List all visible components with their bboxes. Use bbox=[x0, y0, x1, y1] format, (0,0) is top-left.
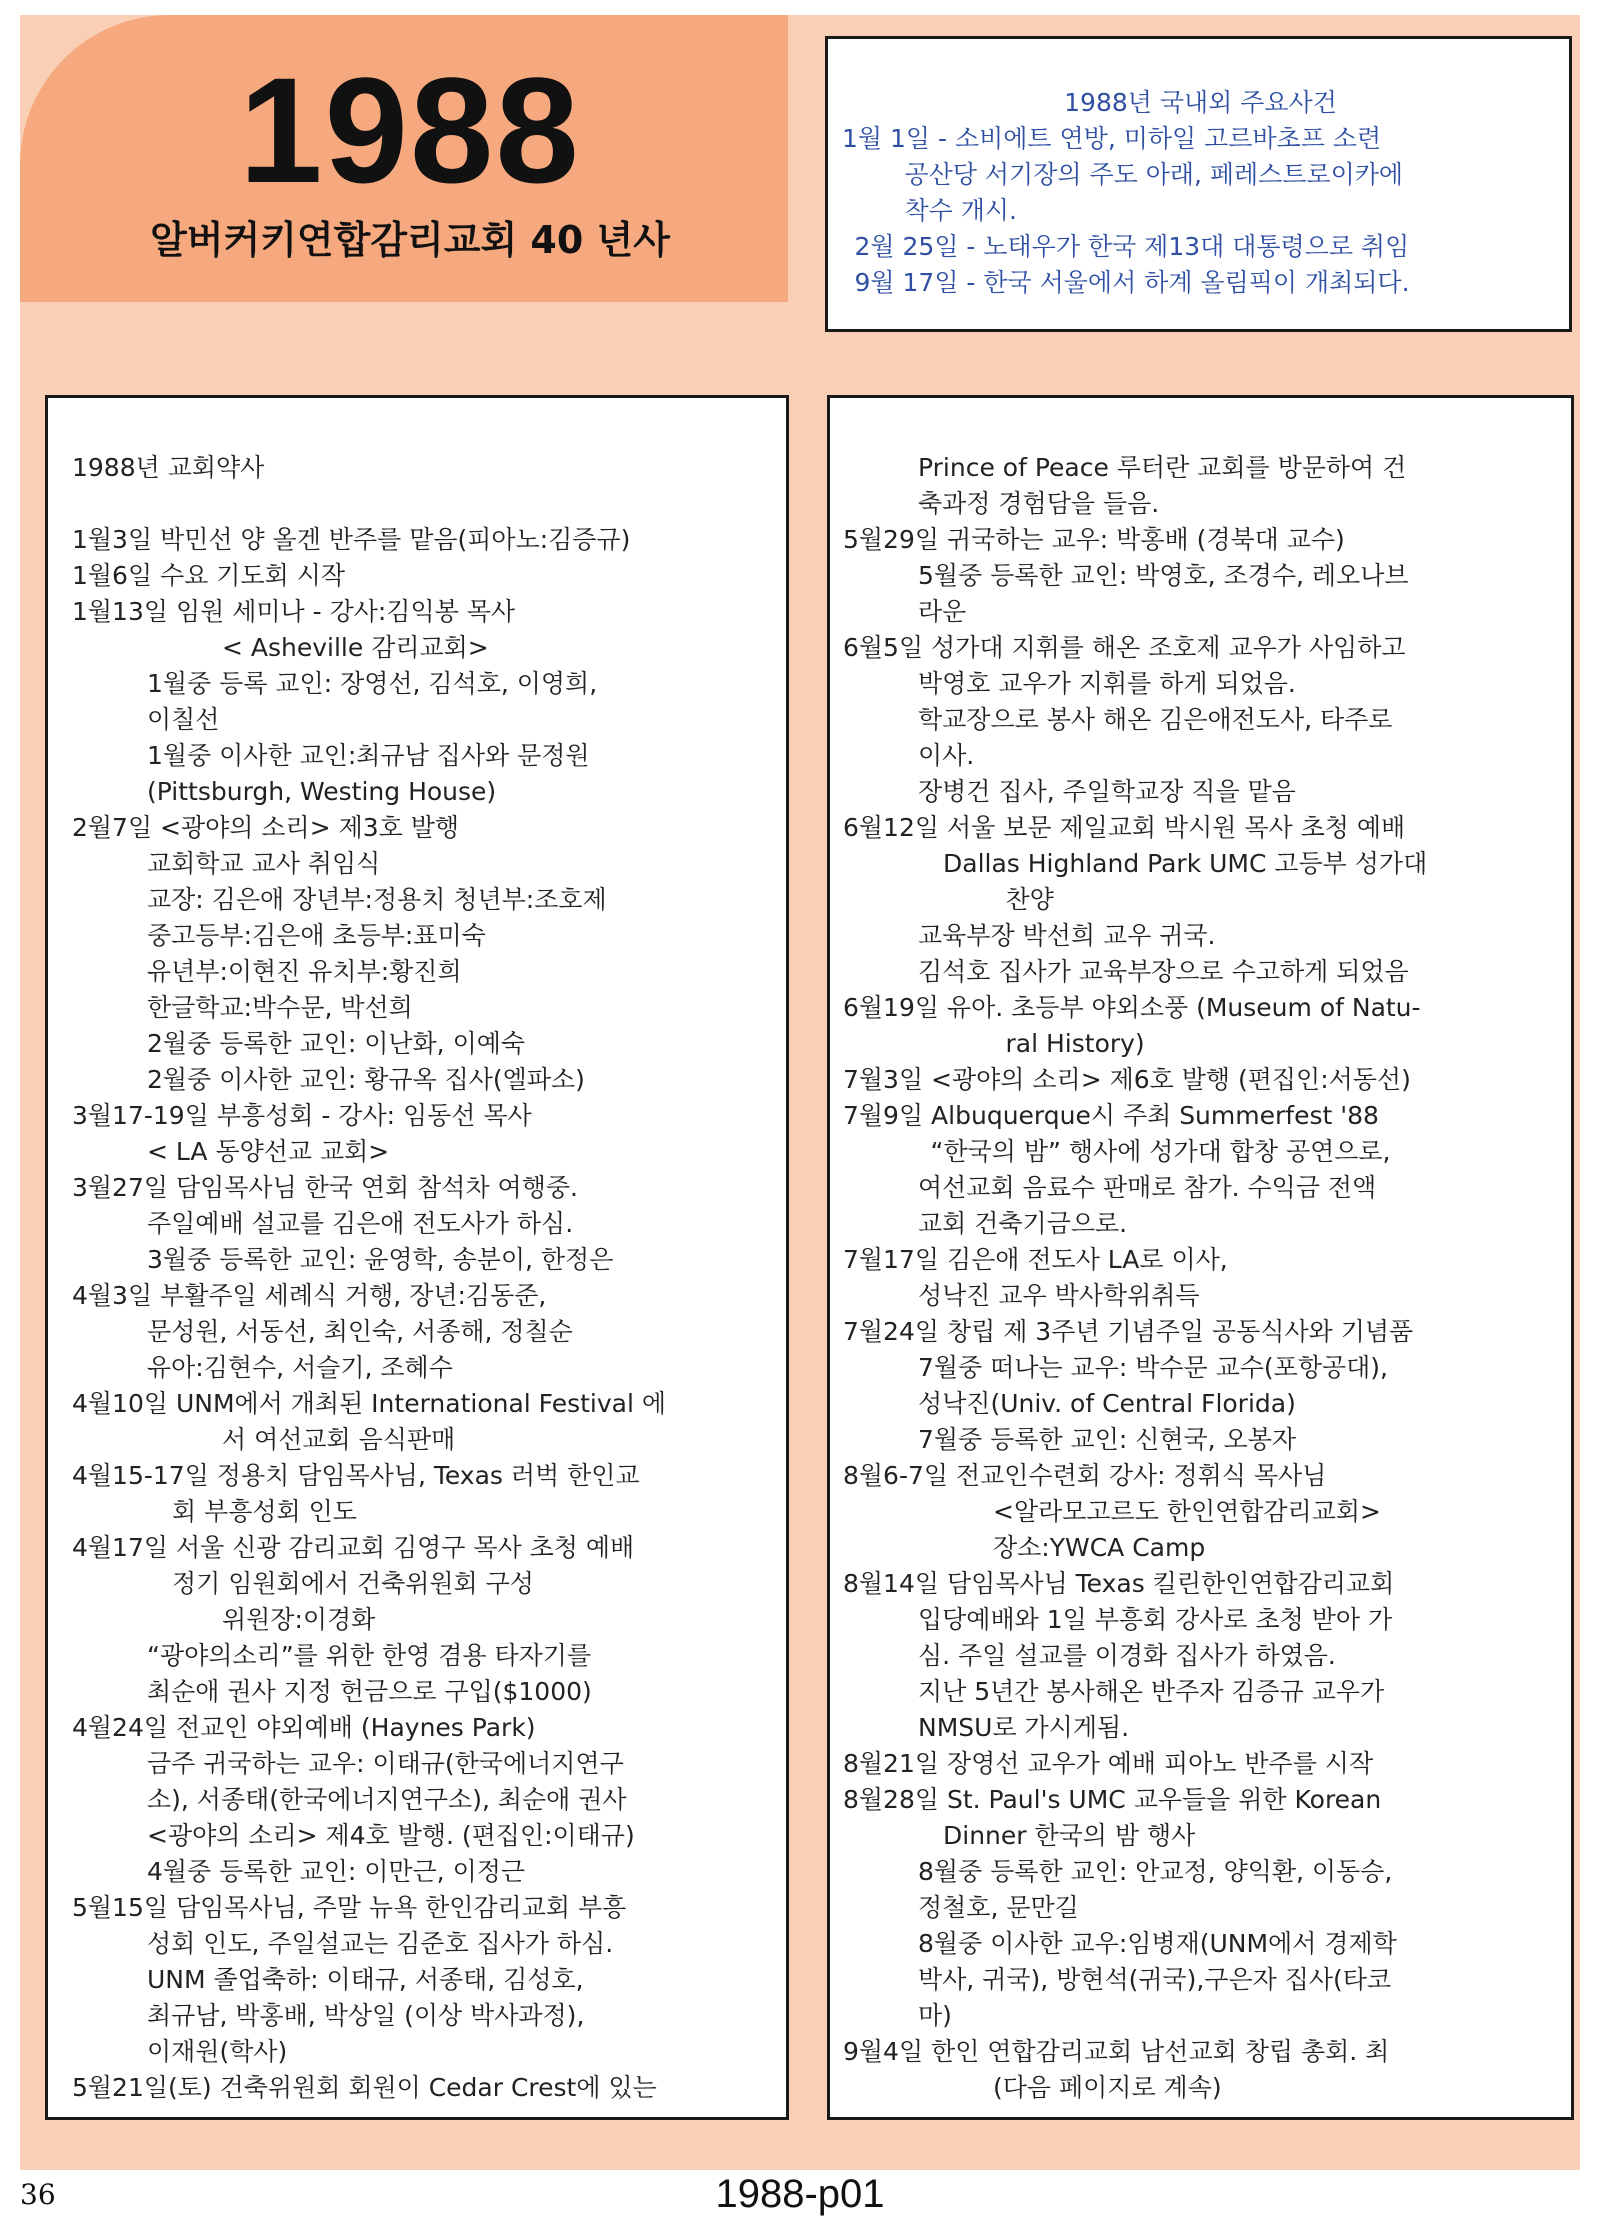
history-left-column bbox=[45, 395, 789, 2120]
history-entry-line: 성회 인도, 주일설교는 김준호 집사가 하심. bbox=[147, 1929, 614, 1958]
history-entry-line: 소), 서종태(한국에너지연구소), 최순애 권사 bbox=[147, 1785, 627, 1814]
history-entry-line: ral History) bbox=[1005, 1029, 1145, 1058]
left-column-lines bbox=[72, 450, 778, 2106]
history-entry-line: 박사, 귀국), 방현석(귀국),구은자 집사(타코 bbox=[918, 1965, 1392, 1994]
history-entry-line: 위원장:이경화 bbox=[222, 1605, 376, 1634]
history-entry-line: 8월28일 St. Paul's UMC 교우들을 위한 Korean bbox=[843, 1785, 1382, 1814]
history-entry-line: 정기 임원회에서 건축위원회 구성 bbox=[172, 1569, 534, 1598]
world-event-line: 공산당 서기장의 주도 아래, 페레스트로이카에 bbox=[904, 160, 1404, 189]
history-entry-line: 2월7일 <광야의 소리> 제3호 발행 bbox=[72, 813, 460, 842]
history-entry-line: < Asheville 감리교회> bbox=[222, 633, 489, 662]
history-entry-line: 중고등부:김은애 초등부:표미숙 bbox=[147, 921, 486, 950]
history-entry-line: 2월중 이사한 교인: 황규옥 집사(엘파소) bbox=[147, 1065, 585, 1094]
book-subtitle: 알버커키연합감리교회 40 년사 bbox=[150, 218, 670, 262]
history-entry-line: Dinner 한국의 밤 행사 bbox=[943, 1821, 1196, 1850]
history-entry-line: 8월14일 담임목사님 Texas 킬린한인연합감리교회 bbox=[843, 1569, 1395, 1598]
history-entry-line: 9월4일 한인 연합감리교회 남선교회 창립 총회. 최 bbox=[843, 2037, 1390, 2066]
history-entry-line: 5월29일 귀국하는 교우: 박홍배 (경북대 교수) bbox=[843, 525, 1345, 554]
history-entry-line: “광야의소리”를 위한 한영 겸용 타자기를 bbox=[147, 1641, 592, 1670]
history-entry-line: <광야의 소리> 제4호 발행. (편집인:이태규) bbox=[147, 1821, 635, 1850]
history-entry-line: 4월15-17일 정용치 담임목사님, Texas 러벅 한인교 bbox=[72, 1461, 640, 1490]
history-entry-line: 김석호 집사가 교육부장으로 수고하게 되었음 bbox=[918, 957, 1409, 986]
history-entry-line: 장병건 집사, 주일학교장 직을 맡음 bbox=[918, 777, 1296, 806]
history-entry-line: 금주 귀국하는 교우: 이태규(한국에너지연구 bbox=[147, 1749, 624, 1778]
history-entry-line: 1월13일 임원 세미나 - 강사:김익봉 목사 bbox=[72, 597, 515, 626]
history-entry-line: 교회학교 교사 취임식 bbox=[147, 849, 381, 878]
history-entry-line: <알라모고르도 한인연합감리교회> bbox=[993, 1497, 1381, 1526]
history-entry-line: 7월9일 Albuquerque시 주최 Summerfest '88 bbox=[843, 1101, 1379, 1130]
history-entry-line: 4월24일 전교인 야외예배 (Haynes Park) bbox=[72, 1713, 536, 1742]
history-entry-line: 8월중 등록한 교인: 안교정, 양익환, 이동승, bbox=[918, 1857, 1393, 1886]
history-entry-line: 1월6일 수요 기도회 시작 bbox=[72, 561, 346, 590]
history-entry-line: 교장: 김은애 장년부:정용치 청년부:조호제 bbox=[147, 885, 607, 914]
history-entry-line: 지난 5년간 봉사해온 반주자 김증규 교우가 bbox=[918, 1677, 1385, 1706]
history-entry-line: 7월17일 김은애 전도사 LA로 이사, bbox=[843, 1245, 1228, 1274]
world-event-line: 착수 개시. bbox=[904, 196, 1017, 225]
history-entry-line: Prince of Peace 루터란 교회를 방문하여 건 bbox=[918, 453, 1407, 482]
history-entry-line: 유년부:이현진 유치부:황진희 bbox=[147, 957, 462, 986]
history-entry-line: 1988년 교회약사 bbox=[72, 453, 265, 482]
history-entry-line: 학교장으로 봉사 해온 김은애전도사, 타주로 bbox=[918, 705, 1393, 734]
history-entry-line: Dallas Highland Park UMC 고등부 성가대 bbox=[943, 849, 1428, 878]
history-entry-line: 4월17일 서울 신광 감리교회 김영구 목사 초청 예배 bbox=[72, 1533, 635, 1562]
history-entry-line: 5월중 등록한 교인: 박영호, 조경수, 레오나브 bbox=[918, 561, 1409, 590]
world-event-line: 2월 25일 - 노태우가 한국 제13대 대통령으로 취임 bbox=[854, 232, 1410, 261]
history-entry-line: 8월21일 장영선 교우가 예배 피아노 반주를 시작 bbox=[843, 1749, 1374, 1778]
history-entry-line: 이사. bbox=[918, 741, 975, 770]
history-entry-line: 1월중 이사한 교인:최규남 집사와 문정원 bbox=[147, 741, 590, 770]
world-events-title: 1988년 국내외 주요사건 bbox=[1064, 88, 1337, 117]
history-entry-line: 6월5일 성가대 지휘를 해온 조호제 교우가 사임하고 bbox=[843, 633, 1406, 662]
history-entry-line bbox=[72, 486, 778, 522]
history-entry-line: 7월중 떠나는 교우: 박수문 교수(포항공대), bbox=[918, 1353, 1388, 1382]
history-entry-line: 한글학교:박수문, 박선희 bbox=[147, 993, 413, 1022]
world-event-line: 1월 1일 - 소비에트 연방, 미하일 고르바초프 소련 bbox=[842, 124, 1382, 153]
history-entry-line: 입당예배와 1일 부흥회 강사로 초청 받아 가 bbox=[918, 1605, 1393, 1634]
history-entry-line: 2월중 등록한 교인: 이난화, 이예숙 bbox=[147, 1029, 526, 1058]
history-entry-line: 서 여선교회 음식판매 bbox=[222, 1425, 456, 1454]
history-entry-line: NMSU로 가시게됨. bbox=[918, 1713, 1130, 1742]
history-entry-line: 6월19일 유아. 초등부 야외소풍 (Museum of Natu- bbox=[843, 993, 1421, 1022]
history-entry-line: 박영호 교우가 지휘를 하게 되었음. bbox=[918, 669, 1296, 698]
history-entry-line: 이칠선 bbox=[147, 705, 220, 734]
history-entry-line: 최순애 권사 지정 헌금으로 구입($1000) bbox=[147, 1677, 592, 1706]
history-entry-line: 1월중 등록 교인: 장영선, 김석호, 이영희, bbox=[147, 669, 598, 698]
history-entry-line: 3월27일 담임목사님 한국 연회 참석차 여행중. bbox=[72, 1173, 578, 1202]
history-entry-line: 주일예배 설교를 김은애 전도사가 하심. bbox=[147, 1209, 574, 1238]
history-entry-line: 4월3일 부활주일 세례식 거행, 장년:김동준, bbox=[72, 1281, 547, 1310]
history-entry-line: 교육부장 박선희 교우 귀국. bbox=[918, 921, 1216, 950]
history-entry-line: 라운 bbox=[918, 597, 967, 626]
history-entry-line: “한국의 밤” 행사에 성가대 합창 공연으로, bbox=[930, 1137, 1391, 1166]
history-entry-line: 정철호, 문만길 bbox=[918, 1893, 1079, 1922]
history-entry-line: < LA 동양선교 교회> bbox=[147, 1137, 390, 1166]
page-number: 36 bbox=[20, 2178, 56, 2211]
history-entry-line: 4월중 등록한 교인: 이만근, 이정근 bbox=[147, 1857, 526, 1886]
history-entry-line: 유아:김현수, 서슬기, 조혜수 bbox=[147, 1353, 453, 1382]
history-right-column bbox=[827, 395, 1574, 2120]
history-entry-line: 마) bbox=[918, 2001, 952, 2030]
history-entry-line: 축과정 경험담을 들음. bbox=[918, 489, 1160, 518]
history-entry-line: 7월중 등록한 교인: 신현국, 오봉자 bbox=[918, 1425, 1297, 1454]
history-entry-line: 8월중 이사한 교우:임병재(UNM에서 경제학 bbox=[918, 1929, 1397, 1958]
history-entry-line: 여선교회 음료수 판매로 참가. 수익금 전액 bbox=[918, 1173, 1377, 1202]
history-entry-line: 8월6-7일 전교인수련회 강사: 정휘식 목사님 bbox=[843, 1461, 1327, 1490]
history-entry-line: 교회 건축기금으로. bbox=[918, 1209, 1128, 1238]
history-entry-line: 4월10일 UNM에서 개최된 International Festival 에 bbox=[72, 1389, 667, 1418]
history-entry-line: 3월중 등록한 교인: 윤영학, 송분이, 한정은 bbox=[147, 1245, 614, 1274]
history-entry-line: 1월3일 박민선 양 올겐 반주를 맡음(피아노:김증규) bbox=[72, 525, 631, 554]
history-entry-line: 6월12일 서울 보문 제일교회 박시원 목사 초청 예배 bbox=[843, 813, 1406, 842]
history-entry-line: 문성원, 서동선, 최인숙, 서종해, 정칠순 bbox=[147, 1317, 573, 1346]
history-entry-line: 성낙진 교우 박사학위취득 bbox=[918, 1281, 1200, 1310]
history-entry-line: 심. 주일 설교를 이경화 집사가 하였음. bbox=[918, 1641, 1336, 1670]
history-entry-line: 회 부흥성회 인도 bbox=[172, 1497, 357, 1526]
footer-page-label: 1988-p01 bbox=[715, 2172, 885, 2216]
history-entry-line: 장소:YWCA Camp bbox=[993, 1533, 1206, 1562]
history-entry-line: 7월3일 <광야의 소리> 제6호 발행 (편집인:서동선) bbox=[843, 1065, 1411, 1094]
history-entry-line: UNM 졸업축하: 이태규, 서종태, 김성호, bbox=[147, 1965, 584, 1994]
history-entry-line: 성낙진(Univ. of Central Florida) bbox=[918, 1389, 1296, 1418]
world-events-list bbox=[842, 121, 1559, 301]
world-event-line: 9월 17일 - 한국 서울에서 하계 올림픽이 개최되다. bbox=[854, 268, 1410, 297]
history-entry-line: 최규남, 박홍배, 박상일 (이상 박사과정), bbox=[147, 2001, 585, 2030]
history-entry-line: 5월21일(토) 건축위원회 회원이 Cedar Crest에 있는 bbox=[72, 2073, 657, 2102]
history-entry-line: 3월17-19일 부흥성회 - 강사: 임동선 목사 bbox=[72, 1101, 532, 1130]
history-entry-line: 7월24일 창립 제 3주년 기념주일 공동식사와 기념품 bbox=[843, 1317, 1414, 1346]
right-column-lines bbox=[843, 450, 1563, 2106]
history-entry-line: (Pittsburgh, Westing House) bbox=[147, 777, 497, 806]
history-entry-line: 찬양 bbox=[1005, 885, 1054, 914]
year-heading: 1988 bbox=[239, 46, 581, 214]
history-entry-line: 이재원(학사) bbox=[147, 2037, 288, 2066]
history-entry-line: 5월15일 담임목사님, 주말 뉴욕 한인감리교회 부흥 bbox=[72, 1893, 627, 1922]
world-events-box bbox=[825, 36, 1572, 332]
history-entry-line: (다음 페이지로 계속) bbox=[993, 2073, 1222, 2102]
